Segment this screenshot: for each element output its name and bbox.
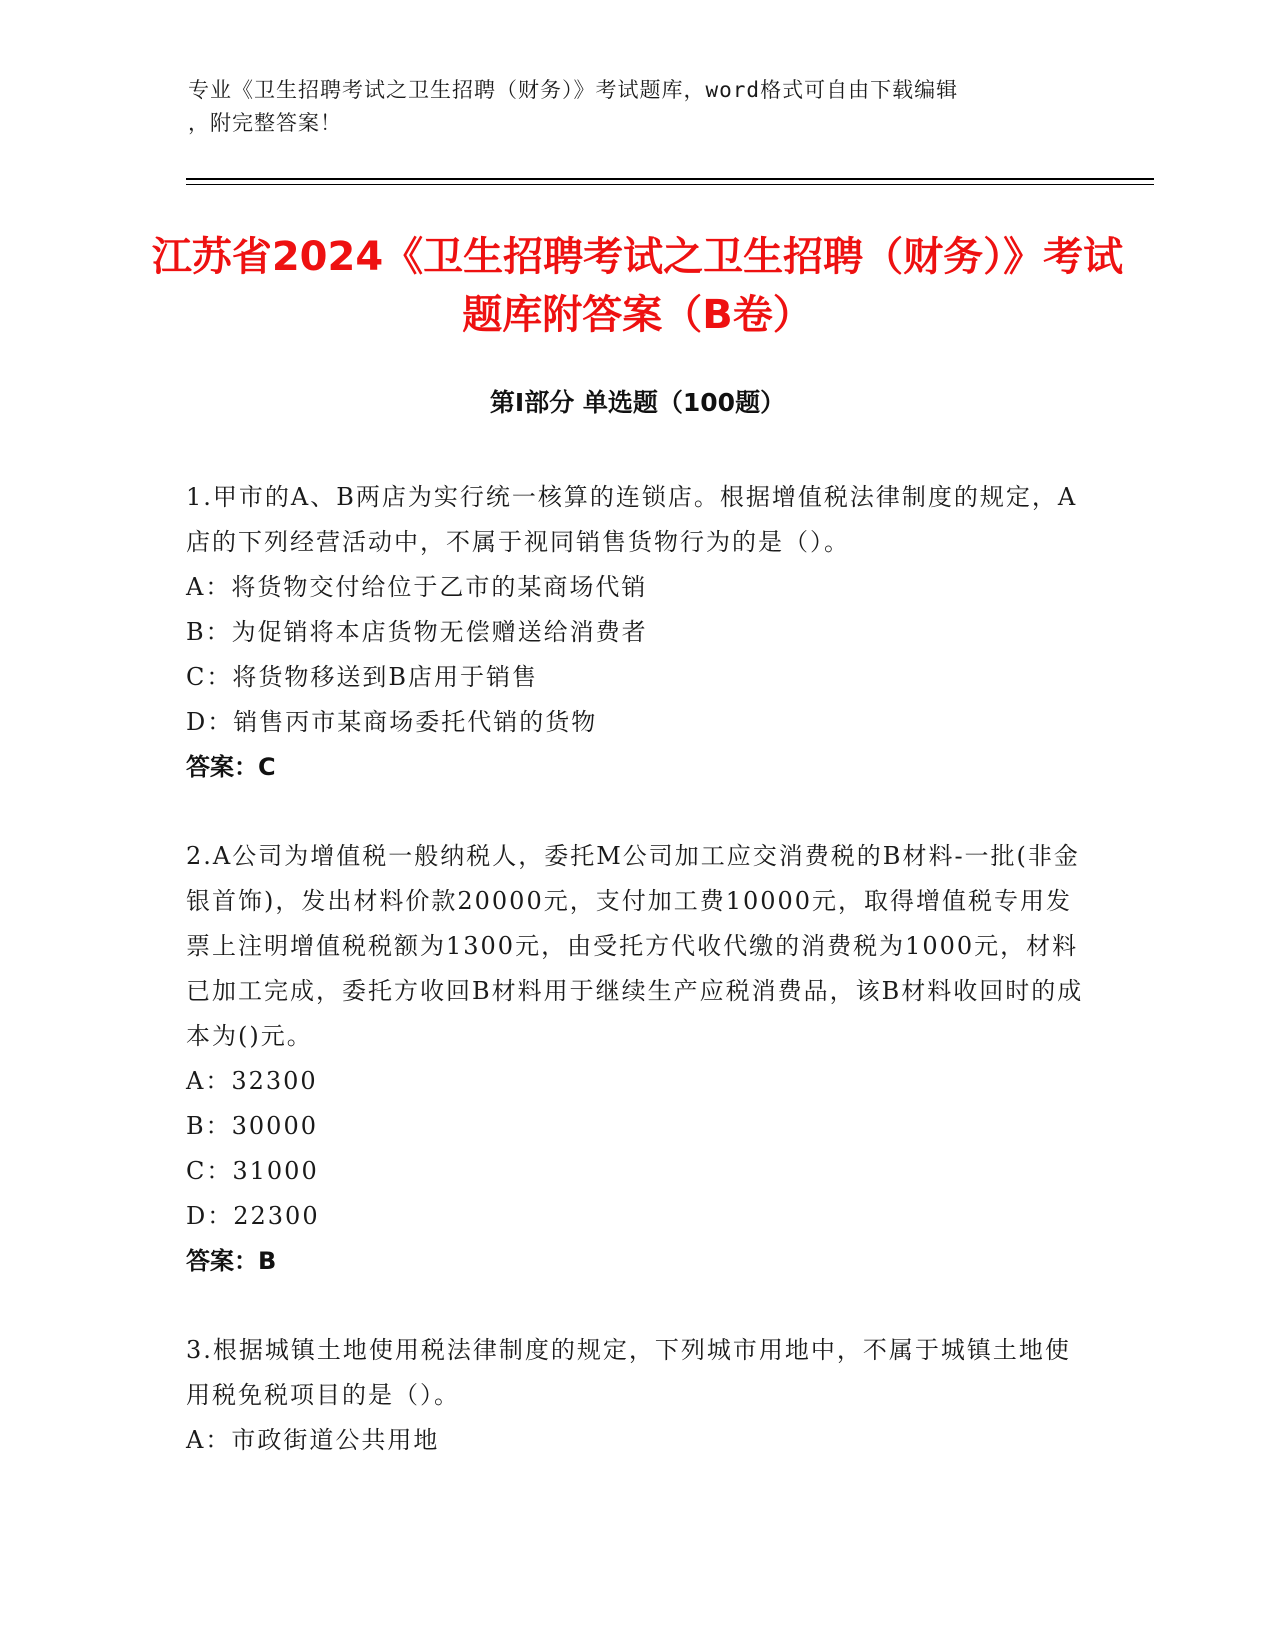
header-note-line-1: 专业《卫生招聘考试之卫生招聘（财务）》考试题库，word格式可自由下载编辑 [188, 78, 959, 102]
document-title: 江苏省2024《卫生招聘考试之卫生招聘（财务）》考试题库附答案（B卷） [151, 234, 1124, 338]
header-rule-thick [186, 178, 1154, 180]
section-title: 第Ⅰ部分 单选题（100题） [489, 388, 786, 417]
question-1 [186, 475, 1086, 790]
header-note [188, 74, 1088, 140]
option-a: A：32300 [186, 1067, 318, 1095]
option-a: A：将货物交付给位于乙市的某商场代销 [186, 573, 648, 601]
option-d: D：22300 [186, 1202, 320, 1230]
option-b: B：为促销将本店货物无偿赠送给消费者 [186, 618, 648, 646]
question-3 [186, 1328, 1086, 1463]
question-2 [186, 834, 1086, 1284]
answer: 答案：C [186, 753, 276, 781]
question-list [186, 475, 1086, 1507]
answer: 答案：B [186, 1247, 277, 1275]
question-stem: 1.甲市的A、B两店为实行统一核算的连锁店。根据增值税法律制度的规定，A店的下列经营活动中，不属于视同销售货物行为的是（）。 [186, 483, 1078, 556]
option-c: C：将货物移送到B店用于销售 [186, 663, 538, 691]
option-c: C：31000 [186, 1157, 319, 1185]
question-stem: 3.根据城镇土地使用税法律制度的规定，下列城市用地中，不属于城镇土地使用税免税项目的是（）。 [186, 1336, 1071, 1409]
header-rule-thin [186, 184, 1154, 185]
option-b: B：30000 [186, 1112, 318, 1140]
question-stem: 2.A公司为增值税一般纳税人，委托M公司加工应交消费税的B材料-一批(非金银首饰)，发出材料价款20000元，支付加工费10000元，取得增值税专用发票上注明增值税税额为1300元，由受托方代收代缴的消费税为1000元，材料已加工完成，委托方收回B材料用于继续生产应税消费品，该B材料收回时的成本为()元。 [186, 842, 1084, 1050]
option-d: D：销售丙市某商场委托代销的货物 [186, 708, 598, 736]
header-note-line-2: ，附完整答案！ [188, 111, 342, 135]
option-a: A：市政街道公共用地 [186, 1426, 440, 1454]
